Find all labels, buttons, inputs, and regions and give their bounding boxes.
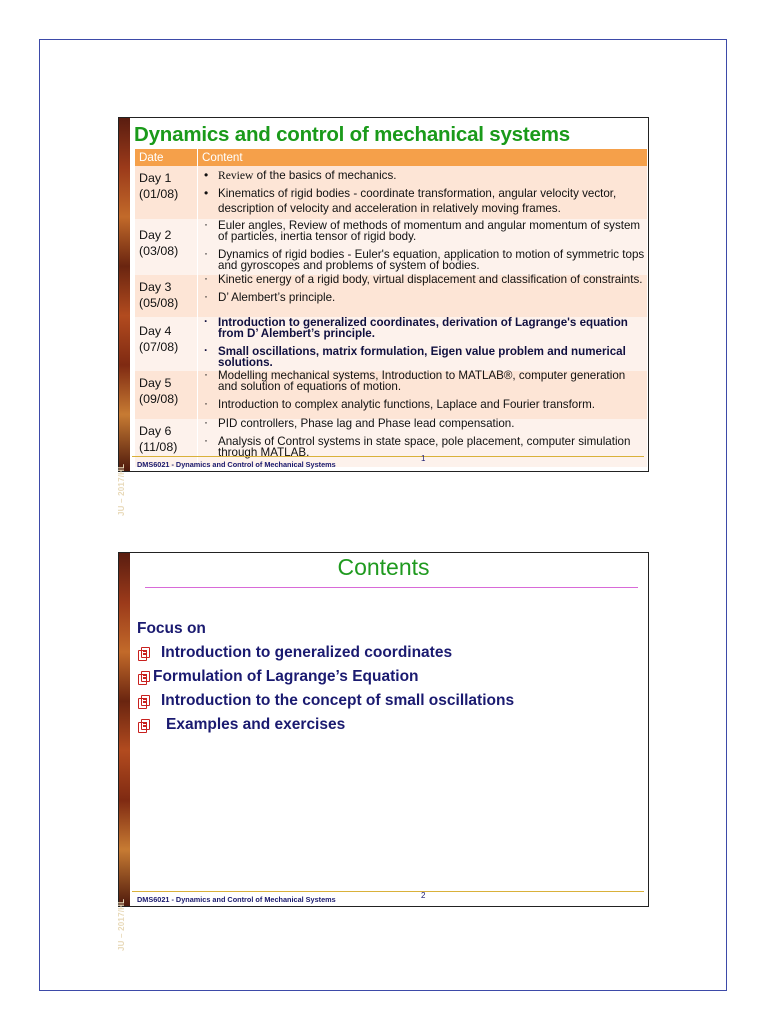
day-date: (01/08) [139, 187, 179, 201]
list-item: · Introduction to complex analytic functions, Laplace and Fourier transform. [202, 399, 647, 410]
day-label: Day 3 [139, 280, 172, 294]
list-item: · Analysis of Control systems in state space, pole placement, computer simulation through MATLAB. [202, 436, 647, 458]
day-date: (09/08) [139, 392, 179, 406]
document-icon [141, 719, 150, 730]
slide-side-bar [117, 553, 130, 951]
table-row [135, 219, 647, 275]
review-word: Review [218, 169, 254, 182]
table-row [135, 166, 647, 219]
day-cell [135, 166, 198, 219]
content-cell [198, 371, 648, 419]
list-item: · Introduction to generalized coordinates, derivation of Lagrange's equation from D’ Alembert’s principle. [202, 317, 647, 339]
list-item: · D’ Alembert’s principle. [202, 292, 647, 303]
day-label: Day 2 [139, 228, 172, 242]
table-row [135, 317, 647, 371]
content-cell [198, 219, 648, 275]
day-date: (03/08) [139, 244, 179, 258]
list-item: · Kinetic energy of a rigid body, virtual displacement and classification of constraints. [202, 274, 647, 285]
document-icon [141, 647, 150, 658]
day-label: Day 5 [139, 376, 172, 390]
day-date: (11/08) [139, 440, 178, 454]
footer-rule [132, 456, 644, 457]
slide-side-bar [117, 118, 130, 516]
document-icon [141, 671, 150, 682]
content-cell [198, 317, 648, 371]
day-label: Day 1 [139, 171, 172, 185]
document-icon [141, 695, 150, 706]
day-date: (05/08) [139, 296, 179, 310]
list-item: · PID controllers, Phase lag and Phase lead compensation. [202, 418, 647, 429]
header-content: Content [198, 149, 648, 166]
day-cell [135, 371, 198, 419]
slide-1 [117, 117, 649, 516]
day-cell [135, 275, 198, 317]
table-header-row [135, 149, 647, 166]
list-item: · Euler angles, Review of methods of momentum and angular momentum of system of particles, inertia tensor of rigid body. [202, 220, 647, 242]
list-item: • Kinematics of rigid bodies - coordinate transformation, angular velocity vector, description of velocity and acceleration in relatively moving frames. [202, 186, 647, 216]
item-text: Introduction to the concept of small oscillations [161, 692, 515, 709]
header-date: Date [135, 149, 198, 166]
day-label: Day 4 [139, 324, 172, 338]
item-text: of the basics of mechanics. [253, 169, 397, 182]
day-label: Day 6 [139, 424, 172, 438]
side-bar-text: JU – 2017/HL [117, 898, 126, 951]
focus-heading: Focus on [137, 620, 206, 637]
footer-text: DMS6021 - Dynamics and Control of Mechanical Systems [137, 895, 336, 904]
page-number: 1 [421, 454, 426, 463]
day-cell [135, 317, 198, 371]
title-rule [145, 587, 638, 588]
item-text: Introduction to generalized coordinates [161, 644, 453, 661]
slide-title: Dynamics and control of mechanical systems [134, 123, 570, 146]
page-number: 2 [421, 891, 426, 900]
list-item: · Small oscillations, matrix formulation, Eigen value problem and numerical solutions. [202, 346, 647, 368]
content-cell [198, 166, 648, 219]
list-item [202, 168, 647, 183]
footer-rule [132, 891, 644, 892]
day-cell [135, 219, 198, 275]
table-row [135, 275, 647, 317]
list-item: · Dynamics of rigid bodies - Euler's equation, application to motion of symmetric tops and gyroscopes and problems of system of bodies. [202, 249, 647, 271]
content-cell [198, 275, 648, 317]
slide-title: Contents [337, 554, 430, 580]
schedule-table [135, 149, 647, 467]
side-bar-text: JU – 2017/HL [117, 463, 126, 516]
slide-2 [117, 552, 649, 951]
item-text: Examples and exercises [166, 716, 346, 733]
table-row [135, 371, 647, 419]
item-text: Formulation of Lagrange’s Equation [153, 668, 419, 685]
day-date: (07/08) [139, 340, 179, 354]
list-item: · Modelling mechanical systems, Introduction to MATLAB®, computer generation and solution of equations of motion. [202, 370, 647, 392]
footer-text: DMS6021 - Dynamics and Control of Mechanical Systems [137, 460, 336, 469]
